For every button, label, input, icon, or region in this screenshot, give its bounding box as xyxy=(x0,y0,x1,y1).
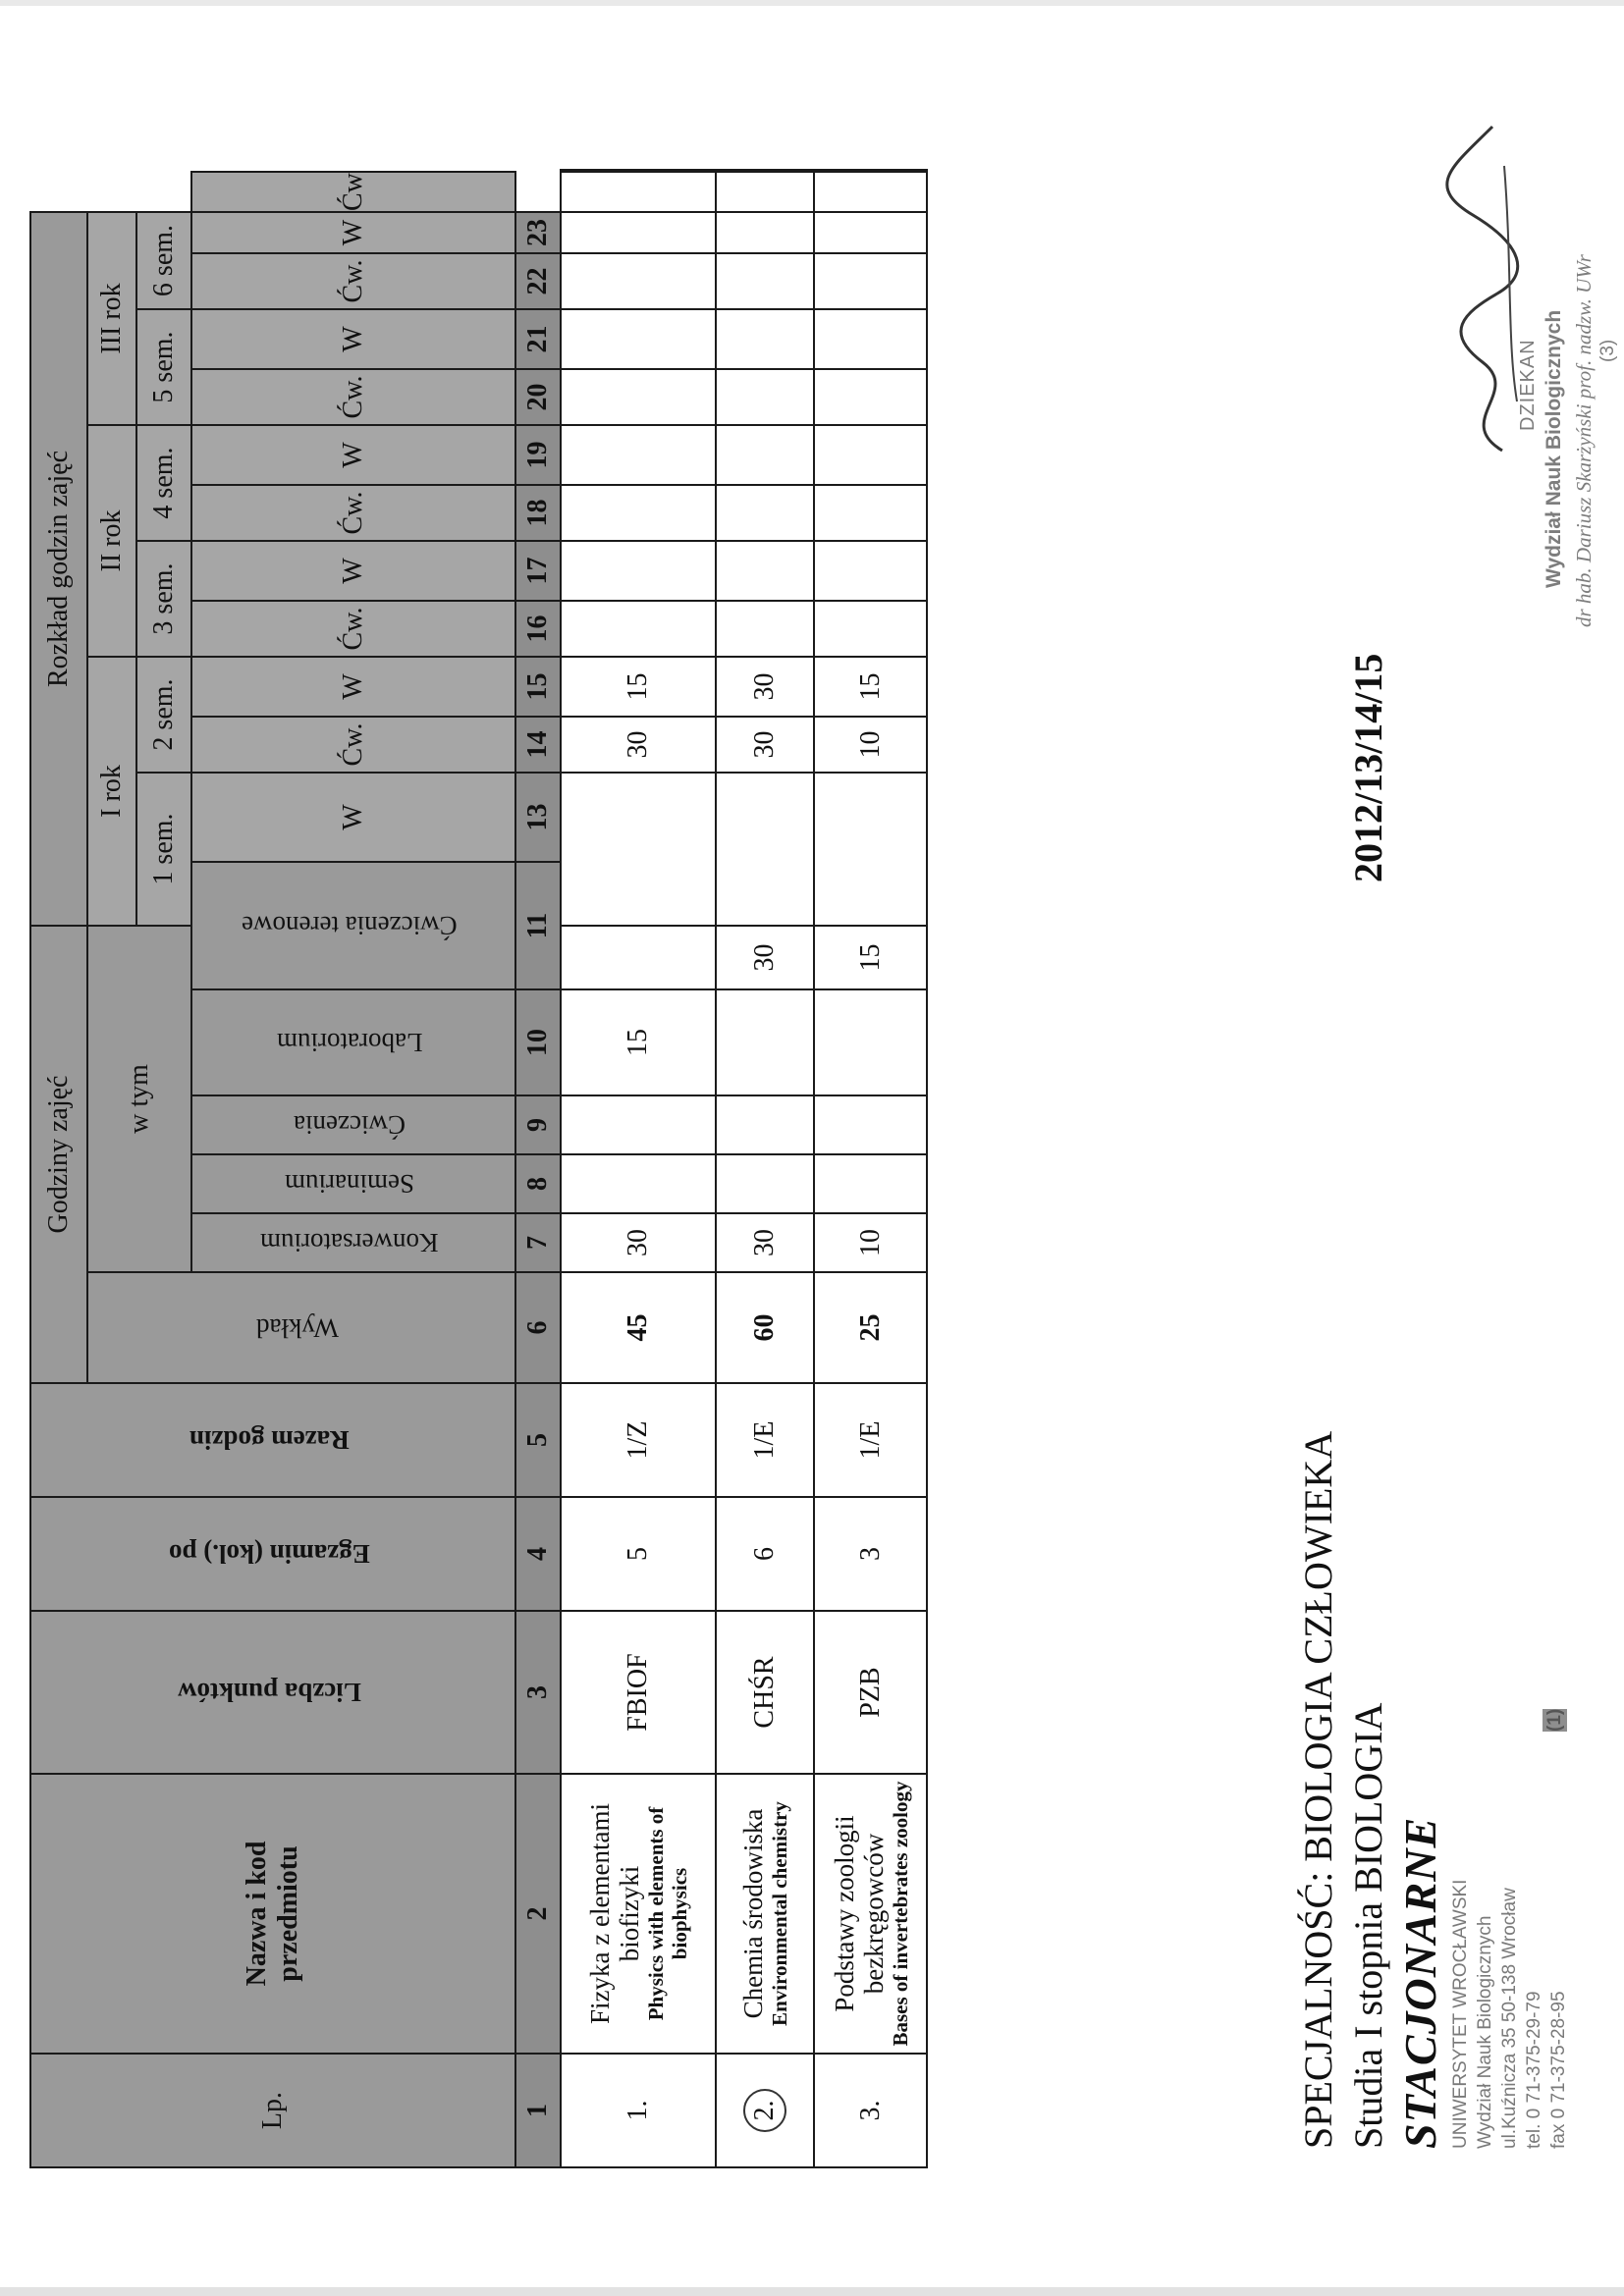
faculty-name: Wydział Nauk Biologicznych xyxy=(1475,1915,1495,2149)
colnum-14-text: 14 xyxy=(522,730,553,759)
sem4-w-header xyxy=(191,425,515,485)
lecture-header xyxy=(87,1272,515,1383)
row-name-en: Physics with elements of biophysics xyxy=(644,1806,691,2021)
row-name xyxy=(561,1774,716,2054)
dean-note: (3) xyxy=(1597,339,1618,362)
lp-header-text: Lp. xyxy=(257,2091,288,2130)
row-sched-empty xyxy=(814,253,927,309)
row-exam-text: 1/E xyxy=(854,1420,886,1460)
row-points xyxy=(814,1497,927,1611)
colnum-20 xyxy=(515,369,561,425)
name-header-text: Nazwa i kod przedmiotu xyxy=(242,1841,303,1987)
colnum-1 xyxy=(515,2054,561,2167)
sem3-header-text: 3 sem. xyxy=(148,562,179,635)
name-header xyxy=(30,1774,515,2054)
sem1-w-header-text: W xyxy=(338,804,368,830)
row-sem1-cw-text: 30 xyxy=(749,672,780,701)
hours-header-text: Godziny zajęć xyxy=(43,1075,74,1234)
row-code-text: CHŚR xyxy=(749,1656,780,1729)
row-exam-text: 1/E xyxy=(749,1420,780,1460)
sem3-w-header-text: W xyxy=(338,558,368,584)
row-sched-empty xyxy=(814,369,927,425)
colnum-19-text: 19 xyxy=(522,441,553,469)
row-points-text: 5 xyxy=(623,1547,653,1561)
row-points xyxy=(716,1497,814,1611)
colnum-3 xyxy=(515,1611,561,1774)
row-code xyxy=(814,1611,927,1774)
row-sched-empty xyxy=(814,212,927,253)
colnum-13 xyxy=(515,773,561,862)
colnum-10-text: 10 xyxy=(522,1029,553,1056)
colnum-5-text: 5 xyxy=(522,1433,553,1447)
row-sched-empty xyxy=(561,425,716,485)
total-header xyxy=(30,1383,515,1497)
row-sem1-w xyxy=(716,717,814,773)
row-sem1-cw xyxy=(814,657,927,717)
sem5-header xyxy=(136,309,191,425)
seminarium-header-text: Seminarium xyxy=(285,1169,414,1200)
row-sem1-cw xyxy=(716,657,814,717)
lp-header xyxy=(30,2054,515,2167)
row-code xyxy=(716,1611,814,1774)
colnum-18-text: 18 xyxy=(522,499,553,527)
colnum-7 xyxy=(515,1213,561,1272)
row-sched-empty xyxy=(716,212,814,253)
total-header-text: Razem godzin xyxy=(189,1425,350,1456)
row-cwiczenia xyxy=(561,989,716,1095)
sem4-header-text: 4 sem. xyxy=(148,447,179,519)
row-points-text: 3 xyxy=(854,1547,886,1561)
row-sched-empty xyxy=(814,425,927,485)
row-lp xyxy=(814,2054,927,2167)
handwritten-signature xyxy=(1443,107,1532,460)
colnum-9-text: 9 xyxy=(522,1118,553,1132)
colnum-20-text: 20 xyxy=(522,383,553,411)
cwiczenia-header xyxy=(191,1095,515,1154)
colnum-6-text: 6 xyxy=(522,1320,553,1335)
row-konwersatorium xyxy=(814,1154,927,1213)
sem2-w-header-text: W xyxy=(338,673,368,700)
row-seminarium xyxy=(561,1095,716,1154)
row-sched-empty xyxy=(716,541,814,601)
colnum-1-text: 1 xyxy=(522,2104,553,2117)
row-code xyxy=(561,1611,716,1774)
dean-title: DZIEKAN xyxy=(1517,339,1539,431)
row-sched-empty xyxy=(561,541,716,601)
row-cwiczenia-terenowe xyxy=(561,773,716,926)
row-sched-empty xyxy=(561,485,716,541)
colnum-8-text: 8 xyxy=(522,1177,553,1191)
sem5-cw-header xyxy=(191,253,515,309)
colnum-19 xyxy=(515,425,561,485)
colnum-3-text: 3 xyxy=(522,1685,553,1699)
row-points-text: 6 xyxy=(749,1547,780,1561)
sem5-w-header-text: W xyxy=(338,326,368,352)
w-tym-header xyxy=(87,926,191,1272)
schedule-header xyxy=(30,212,87,926)
row-code-text: FBIOF xyxy=(623,1653,653,1732)
row-total-text: 60 xyxy=(749,1313,780,1342)
sem4-w-header-text: W xyxy=(338,442,368,468)
sem1-header xyxy=(136,773,191,926)
row-total xyxy=(561,1272,716,1383)
row-sched-empty xyxy=(814,601,927,657)
row-lecture xyxy=(561,1213,716,1272)
row-name-en: Bases of invertebrates zoology xyxy=(888,1781,912,2047)
w-tym-header-text: w tym xyxy=(124,1064,154,1134)
row-sched-empty xyxy=(561,212,716,253)
sem4-header xyxy=(136,425,191,541)
row-lp xyxy=(561,2054,716,2167)
row-exam-text: 1/Z xyxy=(623,1420,653,1460)
row-name xyxy=(716,1774,814,2054)
row-cwiczenia xyxy=(814,989,927,1095)
colnum-2-text: 2 xyxy=(522,1906,553,1921)
sem1-w-header xyxy=(191,773,515,862)
row-sched-empty xyxy=(716,425,814,485)
row-exam xyxy=(814,1383,927,1497)
colnum-22 xyxy=(515,253,561,309)
laboratorium-header xyxy=(191,989,515,1095)
row-name-pl: Podstawy zoologii bezkręgowców xyxy=(829,1815,889,2012)
specialty-title: SPECJALNOŚĆ: BIOLOGIA CZŁOWIEKA xyxy=(1296,1430,1340,2149)
cwiczenia-terenowe-header xyxy=(191,862,515,989)
exam-header-text: Egzamin (kol.) po xyxy=(168,1539,370,1570)
year2-header xyxy=(87,425,136,657)
row-exam xyxy=(716,1383,814,1497)
colnum-9 xyxy=(515,1095,561,1154)
row-konwersatorium xyxy=(561,1154,716,1213)
row-sched-empty xyxy=(814,309,927,369)
row-lecture xyxy=(814,1213,927,1272)
colnum-16 xyxy=(515,601,561,657)
colnum-17-text: 17 xyxy=(522,557,553,585)
sem6-cw-header-text: Ćw xyxy=(338,173,368,211)
sem2-w-header xyxy=(191,657,515,717)
sem6-cw-header xyxy=(191,172,515,212)
row-sched-empty xyxy=(716,309,814,369)
row-sem1-w xyxy=(561,717,716,773)
dean-name: dr hab. Dariusz Skarżyński prof. nadzw. UWr xyxy=(1572,254,1596,627)
colnum-17 xyxy=(515,541,561,601)
row-sem1-cw-text: 15 xyxy=(854,672,886,701)
colnum-6 xyxy=(515,1272,561,1383)
row-name-en: Environmental chemistry xyxy=(768,1801,791,2026)
sem5-cw-header-text: Ćw. xyxy=(338,259,368,303)
university-stamp xyxy=(1448,1599,1571,2149)
sem5-w-header xyxy=(191,309,515,369)
row-lp-text: 3. xyxy=(854,2100,886,2121)
points-header-text: Liczba punktów xyxy=(177,1678,361,1708)
laboratorium-header-text: Laboratorium xyxy=(276,1028,423,1058)
sem3-header xyxy=(136,541,191,657)
row-total xyxy=(716,1272,814,1383)
row-cwiczenia-terenowe xyxy=(716,773,814,926)
schedule-header-text: Rozkład godzin zajęć xyxy=(43,451,74,688)
colnum-7-text: 7 xyxy=(522,1236,553,1250)
year3-header-text: III rok xyxy=(96,283,127,354)
exam-header xyxy=(30,1497,515,1611)
cwiczenia-header-text: Ćwiczenia xyxy=(294,1110,406,1141)
dean-faculty: Wydział Nauk Biologicznych xyxy=(1543,309,1565,588)
row-name-pl: Chemia środowiska xyxy=(738,1808,768,2019)
row-konwersatorium xyxy=(716,1154,814,1213)
colnum-8 xyxy=(515,1154,561,1213)
row-cwiczenia xyxy=(716,989,814,1095)
row-name xyxy=(814,1774,927,2054)
sem1-cw-header-text: Ćw. xyxy=(338,722,368,767)
colnum-23-text: 23 xyxy=(522,219,553,246)
seminarium-header xyxy=(191,1154,515,1213)
sem4-cw-header-text: Ćw. xyxy=(338,375,368,419)
row-exam xyxy=(561,1383,716,1497)
colnum-10 xyxy=(515,989,561,1095)
sem2-cw-header-text: Ćw. xyxy=(338,607,368,651)
study-mode: STACJONARNE xyxy=(1395,1816,1445,2149)
row-sem1-cw xyxy=(561,657,716,717)
tel-line: tel. 0 71-375-29-79 xyxy=(1524,1991,1544,2149)
row-sched-empty xyxy=(561,253,716,309)
row-lp-text: 1. xyxy=(623,2100,653,2121)
address-line: ul.Kuźnicza 35 50-138 Wrocław xyxy=(1499,1888,1520,2149)
row-lecture-text: 30 xyxy=(623,1229,653,1256)
row-sched-empty xyxy=(716,601,814,657)
colnum-4 xyxy=(515,1497,561,1611)
konwersatorium-header xyxy=(191,1213,515,1272)
sem2-cw-header xyxy=(191,601,515,657)
note-number: (1) xyxy=(1544,1708,1565,1732)
sem6-header-text: 6 sem. xyxy=(148,224,179,297)
sem6-w-header-text: W xyxy=(338,219,368,246)
studies-title: Studia I stopnia BIOLOGIA xyxy=(1346,1702,1390,2149)
table-row xyxy=(561,170,716,2167)
row-cwiczenia-terenowe xyxy=(814,773,927,926)
row-sched-empty xyxy=(814,170,927,172)
sem6-w-header xyxy=(191,212,515,253)
row-sem1-w-text: 30 xyxy=(749,730,780,759)
row-points xyxy=(561,1497,716,1611)
row-seminarium xyxy=(814,1095,927,1154)
row-lp xyxy=(716,2054,814,2167)
points-header xyxy=(30,1611,515,1774)
sem6-header xyxy=(136,212,191,309)
sem3-cw-header-text: Ćw. xyxy=(338,491,368,535)
sem1-cw-header xyxy=(191,717,515,773)
year1-header-text: I rok xyxy=(96,765,127,818)
cwiczenia-terenowe-header-text: Ćwiczenia terenowe xyxy=(242,911,458,941)
row-laboratorium-text: 15 xyxy=(854,943,886,972)
row-cwiczenia-text: 15 xyxy=(623,1029,653,1056)
row-lecture-text: 10 xyxy=(854,1229,886,1256)
colnum-15-text: 15 xyxy=(522,672,553,701)
row-lecture-text: 30 xyxy=(749,1229,780,1256)
colnum-11-text: 11 xyxy=(522,912,553,939)
colnum-11 xyxy=(515,862,561,989)
dean-stamp xyxy=(1517,68,1624,706)
row-laboratorium xyxy=(561,926,716,989)
row-sched-empty xyxy=(716,369,814,425)
colnum-23 xyxy=(515,212,561,253)
row-sched-empty xyxy=(814,172,927,212)
row-seminarium xyxy=(716,1095,814,1154)
academic-years: 2012/13/14/15 xyxy=(1346,653,1390,882)
row-lecture xyxy=(716,1213,814,1272)
row-sched-empty xyxy=(716,172,814,212)
row-lp-text: 2. xyxy=(743,2089,786,2132)
row-sem1-w-text: 30 xyxy=(623,730,653,759)
sem4-cw-header xyxy=(191,369,515,425)
colnum-2 xyxy=(515,1774,561,2054)
table-row xyxy=(716,170,814,2167)
year3-header xyxy=(87,212,136,425)
colnum-15 xyxy=(515,657,561,717)
row-total-text: 45 xyxy=(623,1313,653,1342)
row-laboratorium xyxy=(716,926,814,989)
colnum-13-text: 13 xyxy=(522,803,553,831)
sem1-header-text: 1 sem. xyxy=(148,813,179,885)
colnum-21-text: 21 xyxy=(522,325,553,353)
colnum-5 xyxy=(515,1383,561,1497)
hours-header xyxy=(30,926,87,1383)
colnum-18 xyxy=(515,485,561,541)
row-sched-empty xyxy=(814,541,927,601)
curriculum-table xyxy=(29,169,928,2168)
konwersatorium-header-text: Konwersatorium xyxy=(260,1228,439,1258)
row-sched-empty xyxy=(561,309,716,369)
fax-line: fax 0 71-375-28-95 xyxy=(1548,1991,1569,2149)
row-sem1-cw-text: 15 xyxy=(623,672,653,701)
row-sched-empty xyxy=(814,485,927,541)
sem2-header xyxy=(136,657,191,773)
row-sched-empty xyxy=(716,253,814,309)
row-name-pl: Fizyka z elementami biofizyki xyxy=(585,1803,644,2024)
row-sched-empty xyxy=(561,172,716,212)
colnum-4-text: 4 xyxy=(522,1547,553,1561)
university-name: UNIWERSYTET WROCŁAWSKI xyxy=(1450,1879,1471,2149)
sem2-header-text: 2 sem. xyxy=(148,678,179,751)
row-sched-empty xyxy=(561,369,716,425)
lecture-header-text: Wykład xyxy=(256,1313,339,1343)
row-sem1-w-text: 10 xyxy=(854,730,886,759)
colnum-22-text: 22 xyxy=(522,267,553,295)
table-row xyxy=(814,170,927,2167)
row-laboratorium-text: 30 xyxy=(749,943,780,972)
row-code-text: PZB xyxy=(854,1667,886,1718)
row-sched-empty xyxy=(561,170,716,172)
sem3-cw-header xyxy=(191,485,515,541)
row-total-text: 25 xyxy=(854,1313,886,1342)
year1-header xyxy=(87,657,136,926)
row-sem1-w xyxy=(814,717,927,773)
colnum-16-text: 16 xyxy=(522,614,553,643)
row-sched-empty xyxy=(716,170,814,172)
row-laboratorium xyxy=(814,926,927,989)
sem3-w-header xyxy=(191,541,515,601)
row-sched-empty xyxy=(716,485,814,541)
year2-header-text: II rok xyxy=(96,509,127,572)
row-total xyxy=(814,1272,927,1383)
colnum-21 xyxy=(515,309,561,369)
sem5-header-text: 5 sem. xyxy=(148,331,179,403)
colnum-14 xyxy=(515,717,561,773)
row-sched-empty xyxy=(561,601,716,657)
